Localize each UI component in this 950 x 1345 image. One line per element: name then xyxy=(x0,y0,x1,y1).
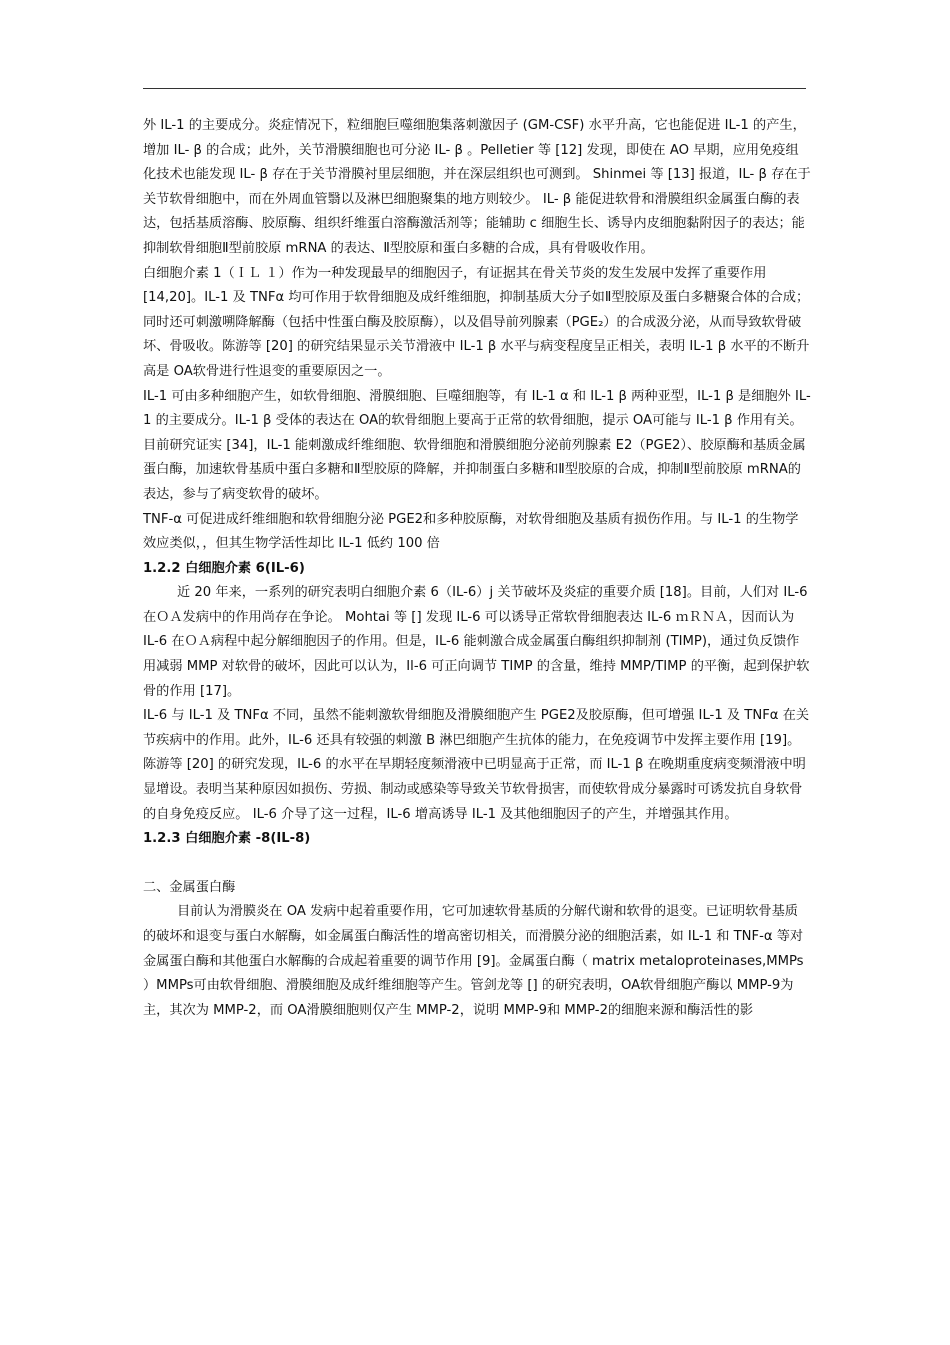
paragraph-il6-research: 近 20 年来，一系列的研究表明白细胞介素 6（IL-6）j 关节破坏及炎症的重要介质 [18]。目前，人们对 IL-6 在ＯＡ发病中的作用尚存在争论。 Mohtai 等 [] 发现 IL-6 可以诱导正常软骨细胞表达 IL-6 ｍＲＮＡ，因而认为 IL-6 在ＯＡ病程中起分解细胞因子的作用。但是，IL-6 能刺激合成金属蛋白酶组织抑制剂 (TIMP)，通过负反馈作用减弱 MMP 对软骨的破坏，因此可以认为，Il-6 可正向调节 TIMP 的含量，维持 MMP/TIMP 的平衡，起到保护软骨的作用 [17]。 xyxy=(143,585,810,699)
header-rule xyxy=(143,88,806,89)
paragraph-il1-overview: 白细胞介素 1（ＩＬ １）作为一种发现最早的细胞因子，有证据其在骨关节炎的发生发展中发挥了重要作用 [14,20]。IL-1 及 TNFα 均可作用于软骨细胞及成纤维细胞，抑制基质大分子如Ⅱ型胶原及蛋白多糖聚合体的合成；同时还可刺激嗍降解酶（包括中性蛋白酶及胶原酶），以及倡导前列腺素（PGE₂）的合成汲分泌，从而导致软骨破坏、骨吸收。陈游等 [20] 的研究结果显示关节滑液中 IL-1 β 水平与病变程度呈正相关，表明 IL-1 β 水平的不断升高是 OA软骨进行性退变的重要原因之一。 xyxy=(143,265,810,379)
document-body xyxy=(143,114,811,1023)
paragraph-mmp: 目前认为滑膜炎在 OA 发病中起着重要作用，它可加速软骨基质的分解代谢和软骨的退变。已证明软骨基质的破坏和退变与蛋白水解酶，如金属蛋白酶活性的增高密切相关，而滑膜分泌的细胞活素，如 IL-1 和 TNF-α 等对金属蛋白酶和其他蛋白水解酶的合成起着重要的调节作用 [9]。金属蛋白酶（ matrix metaloproteinases,MMPs ）MMPs可由软骨细胞、滑膜细胞及成纤维细胞等产生。管剑龙等 [] 的研究表明，OA软骨细胞产酶以 MMP-9为主，其次为 MMP-2，而 OA滑膜细胞则仅产生 MMP-2，说明 MMP-9和 MMP-2的细胞来源和酶活性的影 xyxy=(143,904,804,1018)
section-heading-il6: 1.2.2 白细胞介素 6(IL-6) xyxy=(143,560,305,576)
paragraph-il1-subtypes: IL-1 可由多种细胞产生，如软骨细胞、滑膜细胞、巨噬细胞等，有 IL-1 α 和 IL-1 β 两种亚型，IL-1 β 是细胞外 IL-1 的主要成分。IL-1 β 受体的表达在 OA的软骨细胞上要高于正常的软骨细胞，提示 OA可能与 IL-1 β 作用有关。目前研究证实 [34]，IL-1 能刺激成纤维细胞、软骨细胞和滑膜细胞分泌前列腺素 E2（PGE2）、胶原酶和基质金属蛋白酶，加速软骨基质中蛋白多糖和Ⅱ型胶原的降解，并抑制蛋白多糖和Ⅱ型胶原的合成，抑制Ⅱ型前胶原 mRNA的表达，参与了病变软骨的破坏。 xyxy=(143,388,811,502)
section-heading-il8: 1.2.3 白细胞介素 -8(IL-8) xyxy=(143,831,311,847)
paragraph-tnf-alpha: TNF-α 可促进成纤维细胞和软骨细胞分泌 PGE2和多种胶原酶，对软骨细胞及基质有损伤作用。与 IL-1 的生物学效应类似，，但其生物学活性却比 IL-1 低约 100 倍 xyxy=(143,511,799,552)
paragraph-il6-immune: IL-6 与 IL-1 及 TNFα 不同，虽然不能刺激软骨细胞及滑膜细胞产生 PGE2及胶原酶，但可增强 IL-1 及 TNFα 在关节疾病中的作用。此外，IL-6 还具有较强的刺激 B 淋巴细胞产生抗体的能力，在免疫调节中发挥主要作用 [19]。陈游等 [20] 的研究发现，IL-6 的水平在早期轻度频滑液中已明显高于正常，而 IL-1 β 在晚期重度病变频滑液中明显增设。表明当某种原因如损伤、劳损、制动或感染等导致关节软骨损害，而使软骨成分暴露时可诱发抗自身软骨的自身免疫反应。 IL-6 介导了这一过程，IL-6 增高诱导 IL-1 及其他细胞因子的产生，并增强其作用。 xyxy=(143,708,810,822)
section-heading-mmp: 二、金属蛋白酶 xyxy=(143,879,236,895)
paragraph-il1-beta-sources: 外 IL-1 的主要成分。炎症情况下，粒细胞巨噬细胞集落刺激因子 (GM-CSF) 水平升高，它也能促进 IL-1 的产生，增加 IL- β 的合成；此外，关节滑膜细胞也可分泌 IL- β 。Pelletier 等 [12] 发现，即使在 AO 早期，应用免疫组化技术也能发现 IL- β 存在于关节滑膜衬里层细胞，并在深层组织也可测到。 Shinmei 等 [13] 报道，IL- β 存在于关节软骨细胞中，而在外周血管翳以及淋巴细胞聚集的地方则较少。 IL- β 能促进软骨和滑膜组织金属蛋白酶的表达，包括基质溶酶、胶原酶、组织纤维蛋白溶酶激活剂等；能辅助 c 细胞生长、诱导内皮细胞黏附因子的表达；能抑制软骨细胞Ⅱ型前胶原 mRNA 的表达、Ⅱ型胶原和蛋白多糖的合成，具有骨吸收作用。 xyxy=(143,118,811,256)
spacer xyxy=(143,852,811,876)
